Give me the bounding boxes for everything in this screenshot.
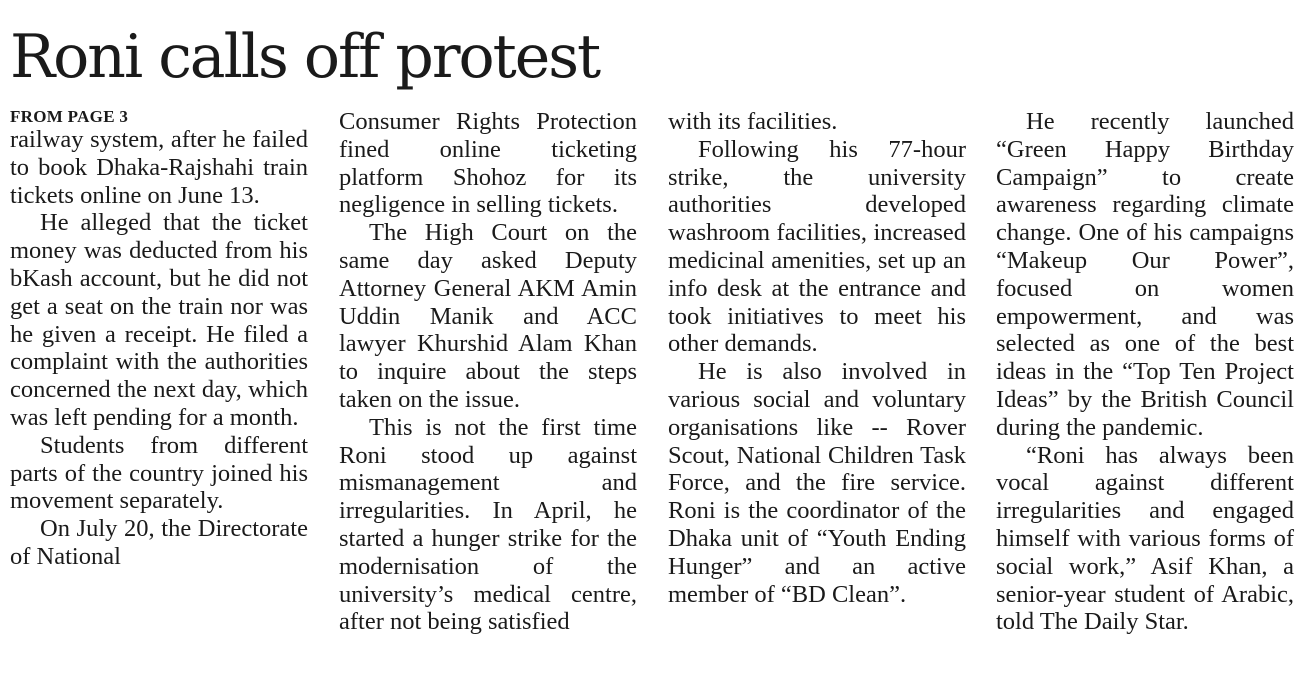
paragraph: with its facilities. bbox=[668, 108, 838, 135]
paragraph: On July 20, the Directorate of National bbox=[10, 515, 308, 570]
paragraph: He is also involved in various social and voluntary organisations like -- Rover Scout, National Children Task Force, and the fire service. Roni is the coordinator of the Dhaka unit of “Youth Ending Hunger” and an active member of “BD Clean”. bbox=[668, 358, 966, 608]
paragraph: railway system, after he failed to book Dhaka-Rajshahi train tickets online on June 13. bbox=[10, 126, 308, 209]
continuation-kicker: FROM PAGE 3 bbox=[10, 107, 129, 126]
paragraph: He alleged that the ticket money was deducted from his bKash account, but he did not get a seat on the train nor was he given a receipt. He filed a complaint with the authorities concerned the next day, which was left pending for a month. bbox=[10, 209, 308, 431]
paragraph: Following his 77-hour strike, the university authorities developed washroom facilities, increased medicinal amenities, set up an info desk at the entrance and took initiatives to meet his other demands. bbox=[668, 135, 966, 358]
paragraph: “Roni has always been vocal against different irregularities and engaged himself with various forms of social work,” Asif Khan, a senior-year student of Arabic, told The Daily Star. bbox=[996, 441, 1294, 636]
paragraph: He recently launched “Green Happy Birthday Campaign” to create awareness regarding climate change. One of his campaigns “Makeup Our Power”, focused on women empowerment, and was selected as one of the best ideas in the “Top Ten Project Ideas” by the British Council during the pandemic. bbox=[996, 108, 1294, 441]
article-column-4 bbox=[996, 108, 1294, 636]
paragraph: Students from different parts of the country joined his movement separately. bbox=[10, 431, 308, 515]
article-column-3 bbox=[668, 108, 966, 608]
paragraph: Consumer Rights Protection fined online ticketing platform Shohoz for its negligence in selling tickets. bbox=[339, 108, 637, 219]
headline: Roni calls off protest bbox=[10, 22, 600, 92]
article-column-1 bbox=[10, 108, 308, 571]
paragraph: The High Court on the same day asked Deputy Attorney General AKM Amin Uddin Manik and ACC lawyer Khurshid Alam Khan to inquire about the steps taken on the issue. bbox=[339, 219, 637, 413]
article-column-2 bbox=[339, 108, 637, 636]
paragraph: This is not the first time Roni stood up against mismanagement and irregularities. In April, he started a hunger strike for the modernisation of the university’s medical centre, after not being satisfied bbox=[339, 413, 637, 636]
